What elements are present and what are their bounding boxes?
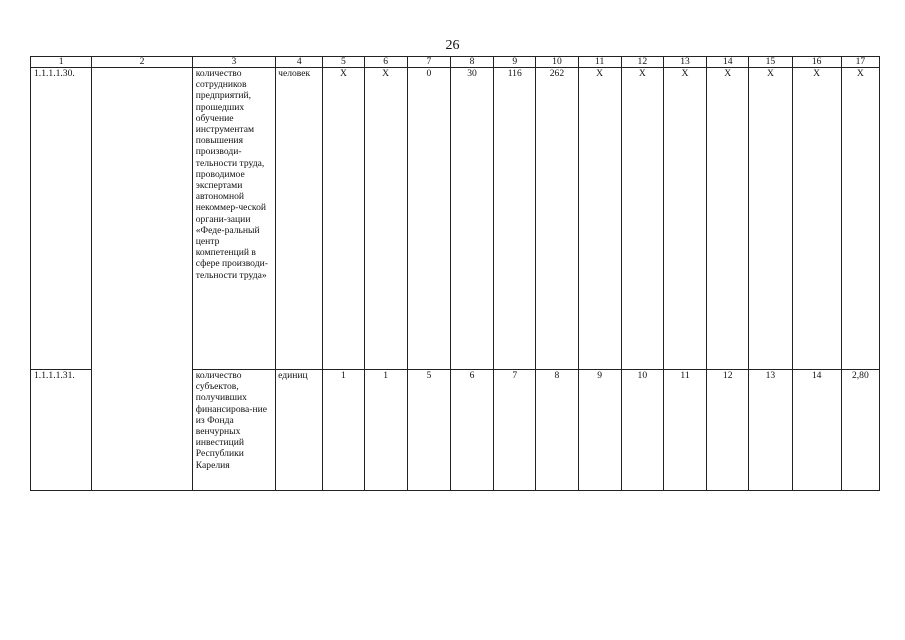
column-header: 13	[663, 57, 706, 68]
unit-cell: единиц	[276, 370, 323, 491]
row-code: 1.1.1.1.31.	[31, 370, 92, 491]
value-cell: 0	[407, 68, 450, 370]
value-cell: X	[621, 68, 663, 370]
column-header: 8	[450, 57, 493, 68]
column-header: 6	[364, 57, 407, 68]
value-cell: X	[323, 68, 364, 370]
column-header: 9	[494, 57, 536, 68]
column-header: 16	[792, 57, 841, 68]
column-header: 12	[621, 57, 663, 68]
unit-cell: человек	[276, 68, 323, 370]
column-header: 4	[276, 57, 323, 68]
value-cell: X	[364, 68, 407, 370]
value-cell: 116	[494, 68, 536, 370]
value-cell: X	[663, 68, 706, 370]
value-cell: 8	[536, 370, 578, 491]
value-cell: 12	[707, 370, 749, 491]
value-cell: 30	[450, 68, 493, 370]
column-header: 14	[707, 57, 749, 68]
value-cell: X	[841, 68, 879, 370]
column-header: 11	[578, 57, 621, 68]
merged-empty-cell	[92, 68, 192, 491]
column-header: 2	[92, 57, 192, 68]
page-number: 26	[445, 38, 460, 53]
column-header: 3	[192, 57, 275, 68]
column-header: 17	[841, 57, 879, 68]
indicator-cell: количество субъектов, получивших финансирова-ние из Фонда венчурных инвестиций Республики Карелия	[192, 370, 275, 491]
value-cell: 10	[621, 370, 663, 491]
row-code: 1.1.1.1.30.	[31, 68, 92, 370]
column-header: 7	[407, 57, 450, 68]
value-cell: 11	[663, 370, 706, 491]
value-cell: X	[749, 68, 792, 370]
value-cell: X	[578, 68, 621, 370]
value-cell: 6	[450, 370, 493, 491]
value-cell: 13	[749, 370, 792, 491]
value-cell: 2,80	[841, 370, 879, 491]
indicator-cell: количество сотрудников предприятий, прошедших обучение инструментам повышения производи-тельности труда, проводимое экспертами автономной некоммер-ческой органи-зации «Феде-ральный центр компетенций в сфере производи-тельности труда»	[192, 68, 275, 370]
value-cell: X	[707, 68, 749, 370]
data-table	[30, 56, 880, 491]
value-cell: 14	[792, 370, 841, 491]
value-cell: 7	[494, 370, 536, 491]
table-row	[31, 68, 880, 370]
column-header: 15	[749, 57, 792, 68]
header-row	[31, 57, 880, 68]
value-cell: 1	[323, 370, 364, 491]
column-header: 10	[536, 57, 578, 68]
value-cell: X	[792, 68, 841, 370]
column-header: 1	[31, 57, 92, 68]
value-cell: 262	[536, 68, 578, 370]
value-cell: 9	[578, 370, 621, 491]
value-cell: 1	[364, 370, 407, 491]
column-header: 5	[323, 57, 364, 68]
value-cell: 5	[407, 370, 450, 491]
